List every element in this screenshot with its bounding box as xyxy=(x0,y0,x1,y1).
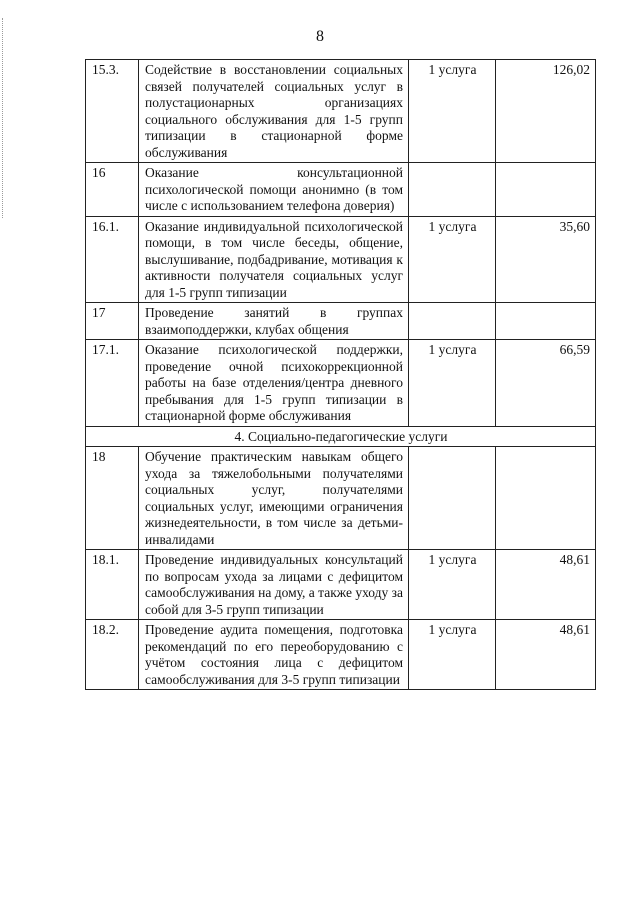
service-name: Проведение индивидуальных консультаций по вопросам ухода за лицами с дефицитом самообслуживания на дому, а также уходу за собой для 3-5 групп типизации xyxy=(139,550,409,620)
tariff-value: 126,02 xyxy=(496,60,596,163)
table-row xyxy=(86,303,596,340)
row-number: 17.1. xyxy=(86,340,139,427)
table-row xyxy=(86,620,596,690)
tariff-value: 66,59 xyxy=(496,340,596,427)
unit-of-measure xyxy=(409,303,496,340)
tariff-value: 48,61 xyxy=(496,550,596,620)
table-row xyxy=(86,550,596,620)
row-number: 18 xyxy=(86,447,139,550)
unit-of-measure: 1 услуга xyxy=(409,620,496,690)
page-number: 8 xyxy=(316,28,324,45)
service-name: Проведение аудита помещения, подготовка рекомендаций по его переоборудованию с учётом состояния лица с дефицитом самообслуживания для 3-5 групп типизации xyxy=(139,620,409,690)
row-number: 16 xyxy=(86,163,139,217)
table-row xyxy=(86,447,596,550)
tariff-value xyxy=(496,163,596,217)
unit-of-measure xyxy=(409,163,496,217)
tariff-value: 35,60 xyxy=(496,216,596,303)
row-number: 18.1. xyxy=(86,550,139,620)
section-header-row xyxy=(86,426,596,447)
unit-of-measure: 1 услуга xyxy=(409,216,496,303)
service-name: Оказание консультационной психологической помощи анонимно (в том числе с использованием телефона доверия) xyxy=(139,163,409,217)
table-row xyxy=(86,340,596,427)
unit-of-measure: 1 услуга xyxy=(409,550,496,620)
row-number: 16.1. xyxy=(86,216,139,303)
tariff-value xyxy=(496,447,596,550)
margin-dotted-line xyxy=(2,18,4,218)
table-row xyxy=(86,216,596,303)
tariff-value xyxy=(496,303,596,340)
row-number: 15.3. xyxy=(86,60,139,163)
tariff-value: 48,61 xyxy=(496,620,596,690)
row-number: 17 xyxy=(86,303,139,340)
table-row xyxy=(86,60,596,163)
service-name: Проведение занятий в группах взаимоподдержки, клубах общения xyxy=(139,303,409,340)
section-title: 4. Социально-педагогические услуги xyxy=(86,426,596,447)
services-table xyxy=(85,59,596,690)
service-name: Оказание психологической поддержки, проведение очной психокоррекционной работы на базе отделения/центра дневного пребывания для 1-5 групп типизации в стационарной форме обслуживания xyxy=(139,340,409,427)
service-name: Оказание индивидуальной психологической помощи, в том числе беседы, общение, выслушивание, подбадривание, мотивация к активности получателя социальных услуг для 1-5 групп типизации xyxy=(139,216,409,303)
row-number: 18.2. xyxy=(86,620,139,690)
table-row xyxy=(86,163,596,217)
service-name: Содействие в восстановлении социальных связей получателей социальных услуг в полустационарных организациях социального обслуживания для 1-5 групп типизации в стационарной форме обслуживания xyxy=(139,60,409,163)
unit-of-measure xyxy=(409,447,496,550)
service-name: Обучение практическим навыкам общего ухода за тяжелобольными получателями социальных услуг, получателями социальных услуг, имеющими ограничения жизнедеятельности, в том числе за детьми-инвалидами xyxy=(139,447,409,550)
unit-of-measure: 1 услуга xyxy=(409,340,496,427)
unit-of-measure: 1 услуга xyxy=(409,60,496,163)
